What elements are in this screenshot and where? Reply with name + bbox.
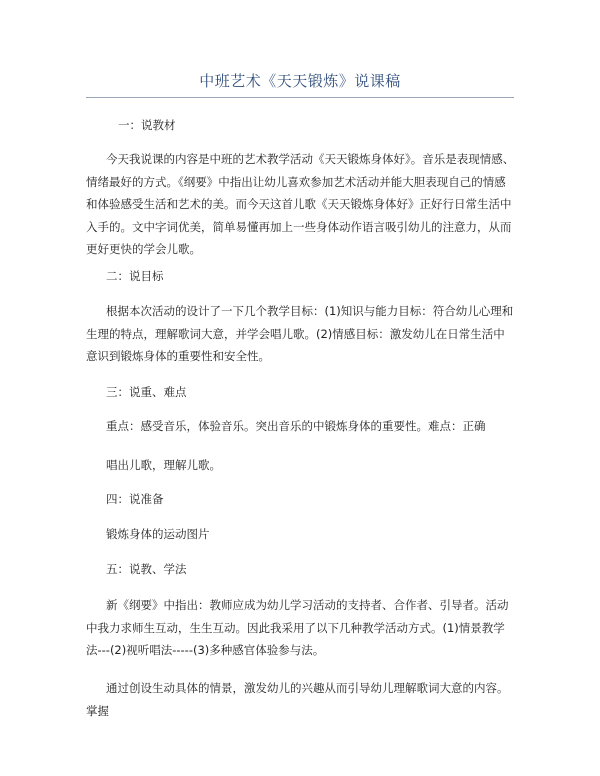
section-heading-key-points: 三：说重、难点	[106, 385, 187, 399]
document-title: 中班艺术《天天锻炼》说课稿	[199, 72, 401, 90]
section-heading-methods: 五：说教、学法	[106, 562, 187, 576]
preparation-line: 锻炼身体的运动图片	[106, 527, 210, 541]
section-heading-preparation: 四：说准备	[106, 492, 164, 506]
section-paragraph-methods: 新《纲要》中指出：教师应成为幼儿学习活动的支持者、合作者、引导者。活动中我力求师生互动，生生互动。因此我采用了以下几种教学活动方式。(1)情景教学法---(2)视听唱法-----(3)多种感官体验参与法。	[86, 598, 509, 657]
key-points-line-2: 唱出儿歌，理解儿歌。	[106, 458, 221, 472]
section-heading-objectives: 二：说目标	[106, 269, 164, 283]
title-divider	[86, 97, 514, 98]
section-paragraph-objectives: 根据本次活动的设计了一下几个教学目标：(1)知识与能力目标：符合幼儿心理和生理的特点，理解歌词大意，并学会唱儿歌。(2)情感目标：激发幼儿在日常生活中意识到锻炼身体的重要性和安全性。	[86, 304, 514, 363]
section-paragraph-methods-continued: 通过创设生动具体的情景，激发幼儿的兴趣从而引导幼儿理解歌词大意的内容。掌握	[86, 681, 509, 718]
key-points-line-1: 重点：感受音乐，体验音乐。突出音乐的中锻炼身体的重要性。难点：正确	[106, 419, 486, 433]
section-heading-teaching-material: 一：说教材	[118, 118, 176, 132]
section-paragraph-teaching-material: 今天我说课的内容是中班的艺术教学活动《天天锻炼身体好》。音乐是表现情感、情绪最好的方式。《纲要》中指出让幼儿喜欢参加艺术活动并能大胆表现自己的情感和体验感受生活和艺术的美。而今天这首儿歌《天天锻炼身体好》正好行日常生活中入手的。文中字词优美，简单易懂再加上一些身体动作语言吸引幼儿的注意力，从而更好更快的学会儿歌。	[86, 152, 515, 256]
